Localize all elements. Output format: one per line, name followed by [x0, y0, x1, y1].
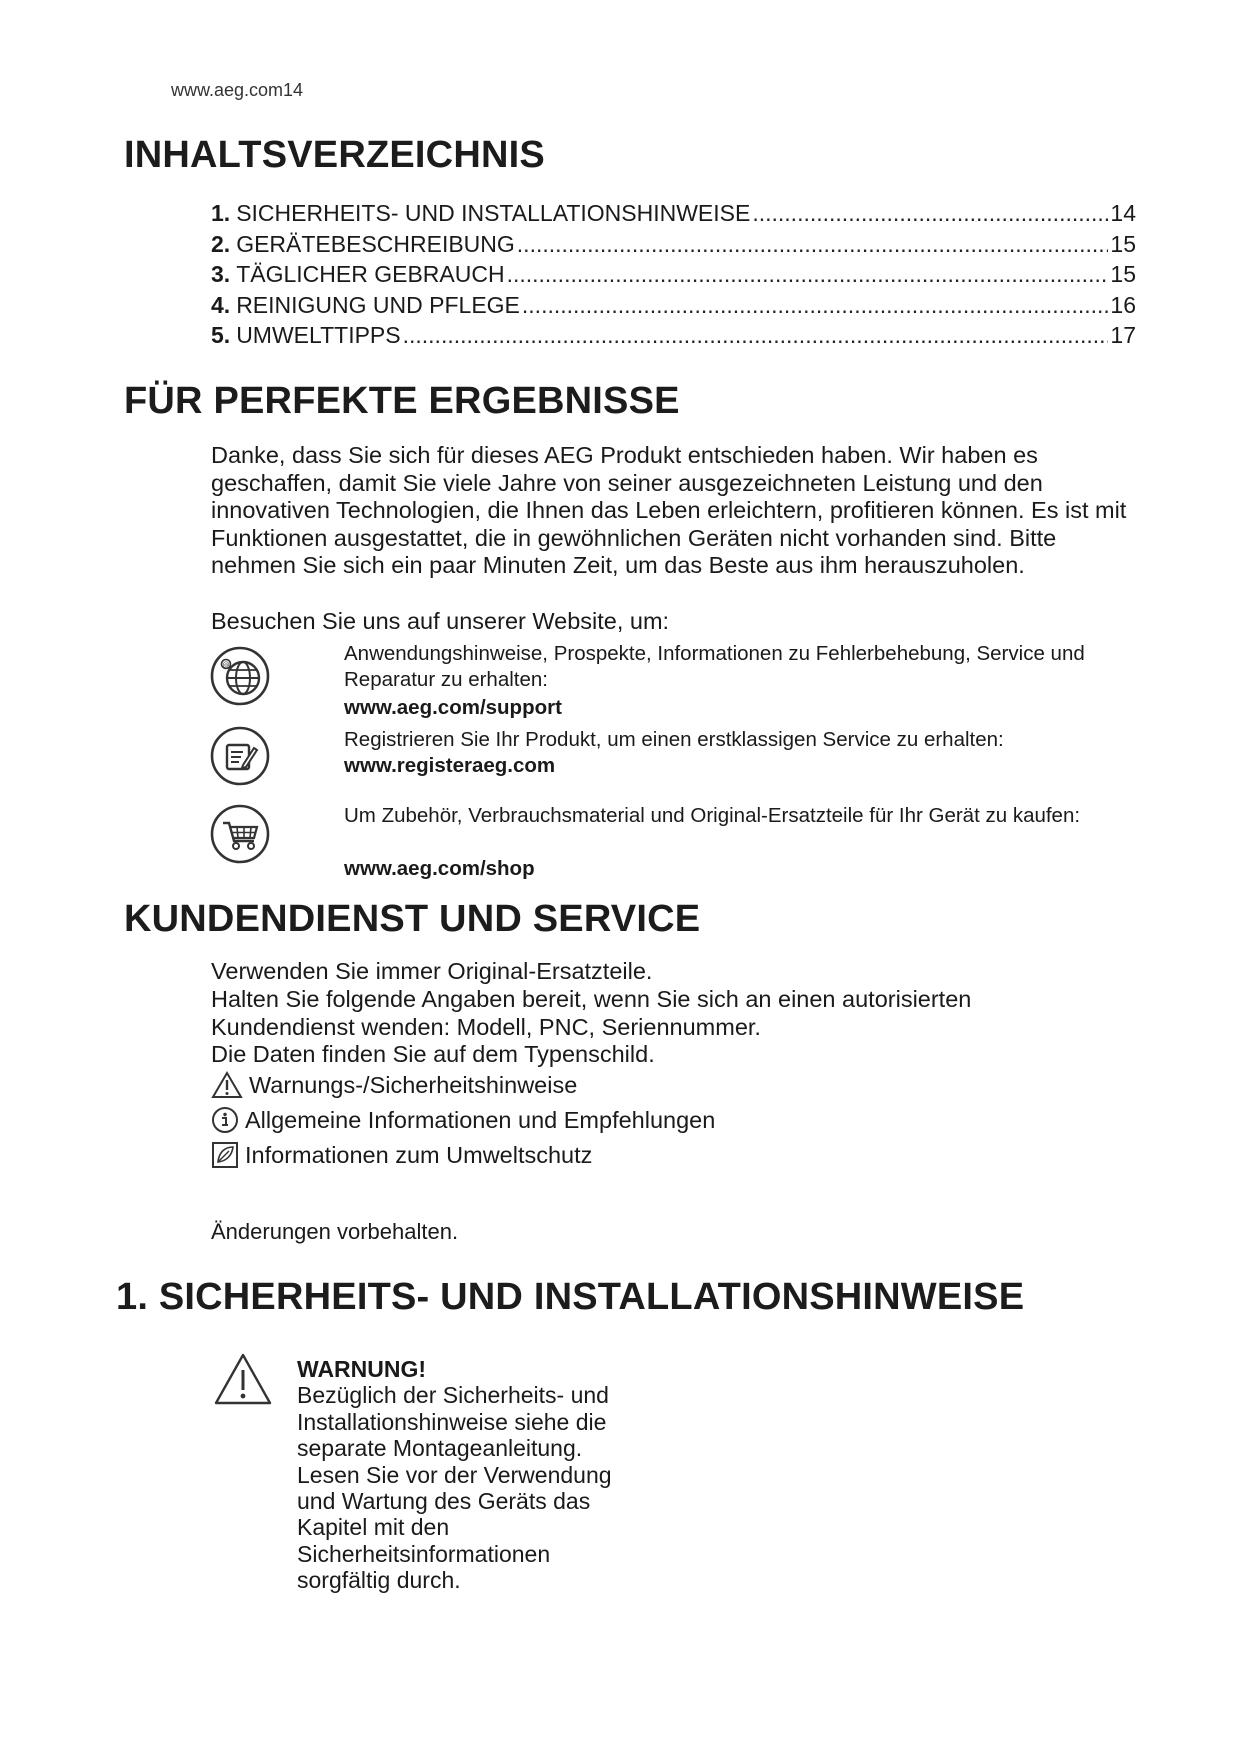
toc-entry-label: GERÄTEBESCHREIBUNG — [236, 230, 515, 257]
register-document-icon — [210, 726, 270, 786]
info-circle-icon — [211, 1106, 239, 1134]
toc-entry-page: 16 — [1110, 291, 1136, 318]
toc-entry-number: 2. — [211, 230, 231, 257]
results-title: FÜR PERFEKTE ERGEBNISSE — [124, 380, 680, 422]
toc-entry-1[interactable] — [211, 198, 1136, 229]
globe-icon — [210, 646, 270, 706]
toc-entry-number: 1. — [211, 200, 231, 226]
toc-leader-dots — [403, 320, 1109, 351]
toc-entry-label: SICHERHEITS- UND INSTALLATIONSHINWEISE — [236, 200, 751, 226]
service-title: KUNDENDIENST UND SERVICE — [124, 898, 701, 940]
toc-entry-label: TÄGLICHER GEBRAUCH — [236, 261, 505, 287]
shop-text: Um Zubehör, Verbrauchsmaterial und Original-Ersatzteile für Ihr Gerät zu kaufen: — [344, 804, 1081, 827]
changes-note: Änderungen vorbehalten. — [211, 1219, 459, 1244]
header-url-page: www.aeg.com14 — [171, 80, 304, 100]
service-line-1: Verwenden Sie immer Original-Ersatzteile. — [211, 958, 653, 984]
toc-entry-page: 17 — [1110, 322, 1136, 348]
toc-leader-dots — [517, 229, 1109, 260]
toc-entry-label: REINIGUNG UND PFLEGE — [236, 291, 520, 318]
toc-entry-number: 3. — [211, 261, 231, 287]
toc-entry-label: UMWELTTIPPS — [236, 322, 401, 348]
toc-entry-page: 14 — [1110, 200, 1136, 226]
results-intro: Danke, dass Sie sich für dieses AEG Produkt entschieden haben. Wir haben es geschaffen, damit Sie viele Jahre von seiner ausgezeichneten Leistung und den innovativen Technologien, die Ihnen das Leben erleichtern, profitieren können. Es ist mit Funktionen ausgestattet, die in gewöhnlichen Geräten nicht vorhanden sind. Bitte nehmen Sie sich ein paar Minuten Zeit, um das Beste aus ihm herauszuholen. — [211, 442, 1127, 579]
safety-title: 1. SICHERHEITS- UND INSTALLATIONSHINWEISE — [116, 1276, 1025, 1318]
legend-warning-label: Warnungs-/Sicherheitshinweise — [249, 1071, 578, 1098]
toc-leader-dots — [752, 198, 1108, 229]
toc-title: INHALTSVERZEICHNIS — [124, 134, 545, 176]
legend-info-label: Allgemeine Informationen und Empfehlungen — [245, 1106, 716, 1133]
toc-entry-number: 4. — [211, 291, 231, 318]
toc-leader-dots — [522, 290, 1109, 321]
register-text: Registrieren Sie Ihr Produkt, um einen erstklassigen Service zu erhalten: — [344, 728, 1004, 751]
results-visit: Besuchen Sie uns auf unserer Website, um: — [211, 608, 670, 634]
toc-leader-dots — [507, 259, 1109, 290]
service-line-2: Halten Sie folgende Angaben bereit, wenn Sie sich an einen autorisierten Kundendienst wenden: Modell, PNC, Seriennummer. — [211, 986, 972, 1040]
warning-triangle-icon — [211, 1071, 243, 1099]
toc-entry-4[interactable] — [211, 290, 1136, 321]
legend-environment — [211, 1141, 592, 1169]
legend-info — [211, 1106, 715, 1134]
warning-text: Bezüglich der Sicherheits- und Installationshinweise siehe die separate Montageanleitung. Lesen Sie vor der Verwendung und Wartung des Geräts das Kapitel mit den Sicherheitsinformationen sorgfältig durch. — [297, 1382, 612, 1594]
toc-entry-3[interactable] — [211, 259, 1136, 290]
shop-link[interactable]: www.aeg.com/shop — [344, 857, 535, 880]
toc-entry-page: 15 — [1110, 261, 1136, 287]
legend-warning — [211, 1071, 577, 1099]
register-link[interactable]: www.registeraeg.com — [344, 754, 556, 777]
environment-leaf-icon — [211, 1141, 239, 1169]
shopping-cart-icon — [210, 804, 270, 864]
service-line-3: Die Daten finden Sie auf dem Typenschild. — [211, 1041, 655, 1067]
toc-entry-page: 15 — [1110, 230, 1136, 257]
warning-title: WARNUNG! — [297, 1356, 427, 1382]
legend-environment-label: Informationen zum Umweltschutz — [245, 1141, 593, 1168]
support-text: Anwendungshinweise, Prospekte, Informationen zu Fehlerbehebung, Service und Reparatur zu erhalten: — [344, 642, 1085, 691]
warning-box — [297, 1356, 627, 1594]
support-link[interactable]: www.aeg.com/support — [344, 696, 562, 719]
toc-entry-2[interactable] — [211, 229, 1136, 260]
warning-triangle-icon — [214, 1353, 272, 1405]
svg-text:@: @ — [222, 661, 230, 669]
toc-entry-number: 5. — [211, 322, 231, 348]
toc-entry-5[interactable] — [211, 320, 1136, 351]
toc-list — [211, 198, 1136, 351]
